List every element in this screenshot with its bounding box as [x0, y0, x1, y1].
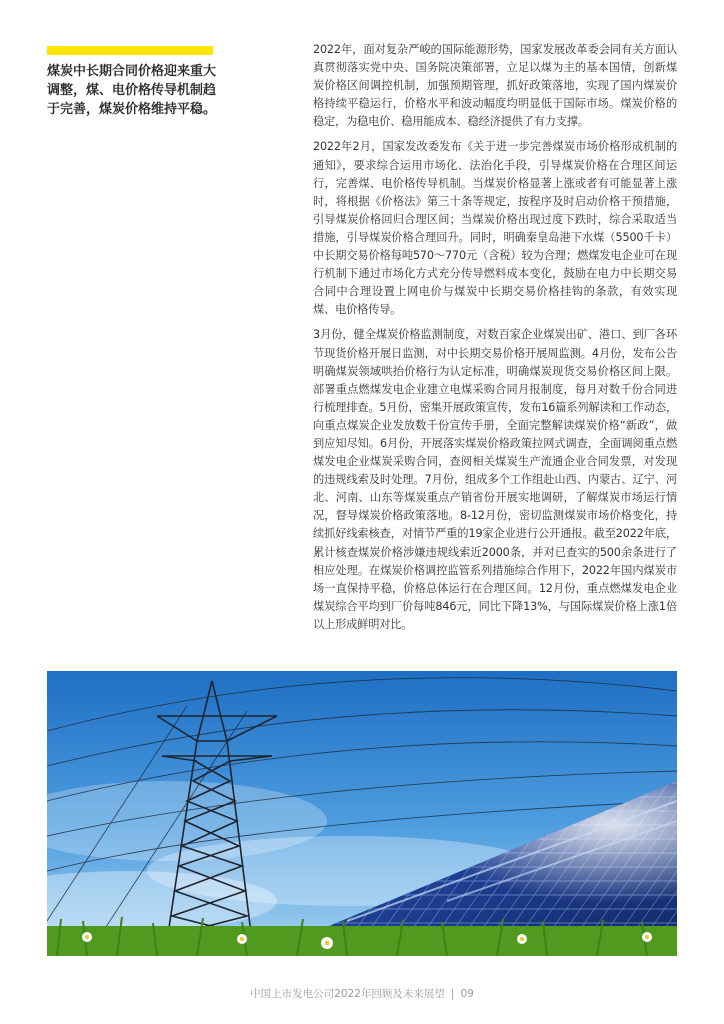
page-number: 09	[460, 988, 474, 1000]
body-text-column	[313, 41, 677, 641]
paragraph: 2022年，面对复杂严峻的国际能源形势，国家发展改革委会同有关方面认真贯彻落实党中央、国务院决策部署，立足以煤为主的基本国情，创新煤炭价格区间调控机制，加强预期管理，抓好政策落地，实现了国内煤炭价格持续平稳运行，价格水平和波动幅度均明显低于国际市场。煤炭价格的稳定，为稳电价、稳用能成本、稳经济提供了有力支撑。	[313, 43, 677, 129]
page-footer	[0, 986, 724, 1001]
accent-bar	[47, 46, 213, 55]
footer-separator: |	[450, 988, 455, 1000]
publication-title: 中国上市发电公司2022年回顾及未来展望	[250, 988, 445, 1000]
paragraph: 2022年2月，国家发改委发布《关于进一步完善煤炭市场价格形成机制的通知》，要求综合运用市场化、法治化手段，引导煤炭价格在合理区间运行，完善煤、电价格传导机制。当煤炭价格显著上涨或者有可能显著上涨时，将根据《价格法》第三十条等规定，按程序及时启动价格干预措施，引导煤炭价格回归合理区间；当煤炭价格出现过度下跌时，综合采取适当措施，引导煤炭价格合理回升。同时，明确秦皇岛港下水煤（5500千卡）中长期交易价格每吨570～770元（含税）较为合理；燃煤发电企业可在现行机制下通过市场化方式充分传导燃料成本变化，鼓励在电力中长期交易合同中合理设置上网电价与煤炭中长期交易价格挂钩的条款，有效实现煤、电价格传导。	[313, 140, 677, 317]
pull-quote: 煤炭中长期合同价格迎来重大调整，煤、电价格传导机制趋于完善，煤炭价格维持平稳。	[47, 64, 217, 117]
paragraph: 3月份，健全煤炭价格监测制度，对数百家企业煤炭出矿、港口、到厂各环节现货价格开展日监测，对中长期交易价格开展周监测。4月份，发布公告明确煤炭领域哄抬价格行为认定标准，明确煤炭现货交易价格区间上限。部署重点燃煤发电企业建立电煤采购合同月报制度，每月对数千份合同进行梳理排查。5月份，密集开展政策宣传，发布16篇系列解读和工作动态，向重点煤炭企业发放数千份宣传手册，全面完整解读煤炭价格“新政”，做到应知尽知。6月份，开展落实煤炭价格政策拉网式调查，全面调阅重点燃煤发电企业煤炭采购合同，查阅相关煤炭生产流通企业合同发票，对发现的违规线索及时处理。7月份，组成多个工作组赴山西、内蒙古、辽宁、河北、河南、山东等煤炭重点产销省份开展实地调研，了解煤炭市场运行情况，督导煤炭价格政策落地。8-12月份，密切监测煤炭市场价格变化，持续抓好线索核查，对情节严重的19家企业进行公开通报。截至2022年底，累计核查煤炭价格涉嫌违规线索近2000条，并对已查实的500余条进行了相应处理。在煤炭价格调控监管系列措施综合作用下，2022年国内煤炭市场一直保持平稳，价格总体运行在合理区间。12月份，重点燃煤发电企业煤炭综合平均到厂价每吨846元，同比下降13%，与国际煤炭价格上涨1倍以上形成鲜明对比。	[313, 328, 677, 631]
power-tower-solar-panels-photo	[47, 671, 677, 956]
